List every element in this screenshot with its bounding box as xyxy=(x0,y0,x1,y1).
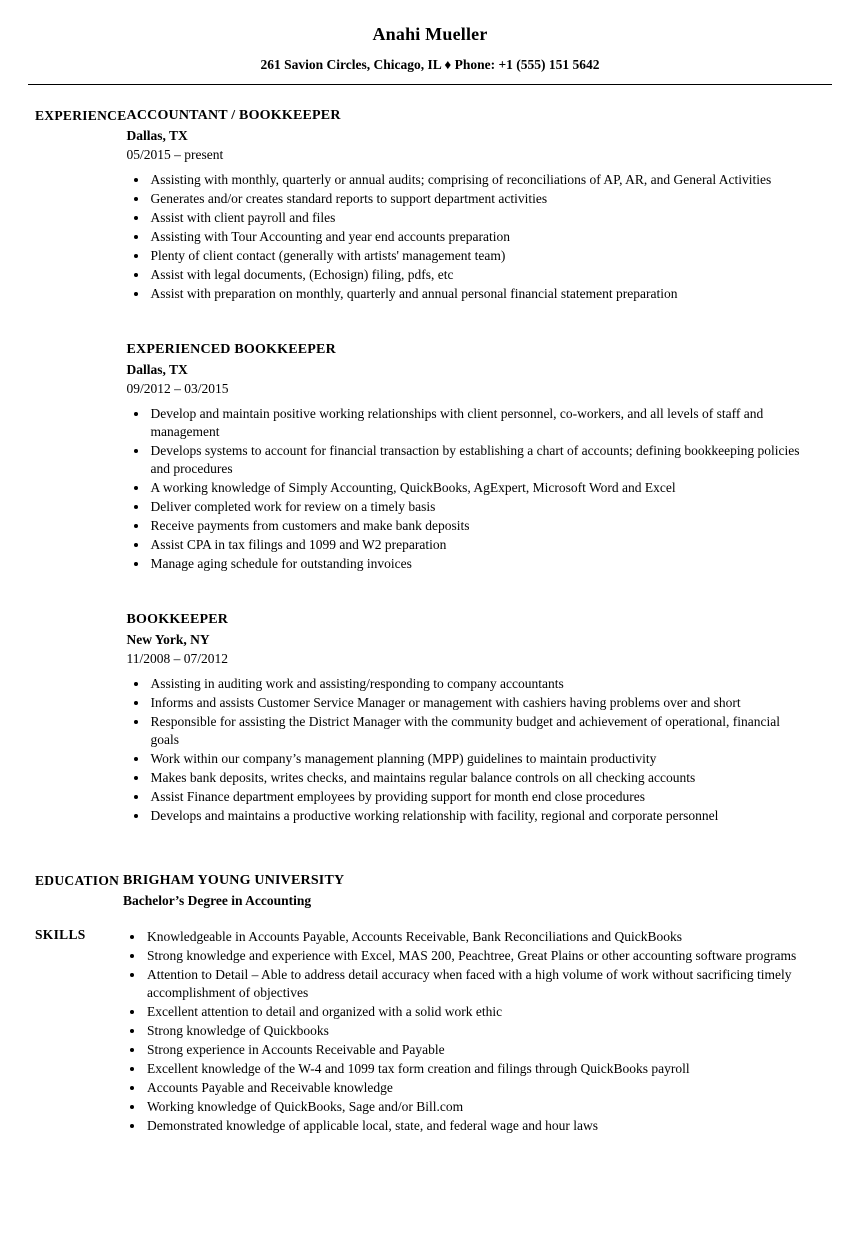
job-title: ACCOUNTANT / BOOKKEEPER xyxy=(126,108,341,123)
skills-list xyxy=(123,928,808,1135)
experience-jobs xyxy=(127,107,860,826)
job-bullet: • Work within our company’s management planning (MPP) guidelines to maintain productivity xyxy=(149,750,808,768)
job-entry xyxy=(127,107,808,303)
job-bullet: • Generates and/or creates standard reports to support department activities xyxy=(149,190,808,208)
job-bullet-list xyxy=(127,405,808,573)
job-title: EXPERIENCED BOOKKEEPER xyxy=(126,342,336,357)
job-bullet: • Receive payments from customers and make bank deposits xyxy=(149,517,808,535)
job-dates: 09/2012 – 03/2015 xyxy=(126,381,229,396)
job-bullet: • Assisting with monthly, quarterly or annual audits; comprising of reconciliations of AP, AR, and General Activities xyxy=(149,171,808,189)
experience-section-label: EXPERIENCE xyxy=(35,108,127,123)
job-bullet: • Plenty of client contact (generally with artists' management team) xyxy=(149,247,808,265)
job-location: Dallas, TX xyxy=(126,362,188,377)
skills-section xyxy=(0,926,860,1136)
skill-bullet: • Excellent attention to detail and organized with a solid work ethic xyxy=(145,1003,808,1021)
skill-bullet: • Knowledgeable in Accounts Payable, Accounts Receivable, Bank Reconciliations and QuickBooks xyxy=(145,928,808,946)
job-bullet: • Assist Finance department employees by providing support for month end close procedures xyxy=(149,788,808,806)
skill-bullet: • Accounts Payable and Receivable knowledge xyxy=(145,1079,808,1097)
skill-bullet: • Excellent knowledge of the W-4 and 1099 tax form creation and filings through QuickBooks payroll xyxy=(145,1060,808,1078)
skill-bullet: • Demonstrated knowledge of applicable local, state, and federal wage and hour laws xyxy=(145,1117,808,1135)
job-bullet-list xyxy=(127,675,808,825)
skill-bullet: • Working knowledge of QuickBooks, Sage and/or Bill.com xyxy=(145,1098,808,1116)
job-location: New York, NY xyxy=(126,632,210,647)
job-bullet: • Manage aging schedule for outstanding invoices xyxy=(149,555,808,573)
contact-line: 261 Savion Circles, Chicago, IL ♦ Phone: +1 (555) 151 5642 xyxy=(260,57,600,72)
job-bullet: • A working knowledge of Simply Accounting, QuickBooks, AgExpert, Microsoft Word and Excel xyxy=(149,479,808,497)
job-location: Dallas, TX xyxy=(126,128,188,143)
job-bullet: • Informs and assists Customer Service Manager or management with cashiers having problems over and short xyxy=(149,694,808,712)
job-dates: 11/2008 – 07/2012 xyxy=(126,651,229,666)
job-bullet: • Assist CPA in tax filings and 1099 and W2 preparation xyxy=(149,536,808,554)
job-dates: 05/2015 – present xyxy=(126,147,224,162)
job-bullet: • Deliver completed work for review on a timely basis xyxy=(149,498,808,516)
resume-header xyxy=(0,24,860,73)
job-bullet-list xyxy=(127,171,808,303)
job-bullet: • Develops and maintains a productive working relationship with facility, regional and corporate personnel xyxy=(149,807,808,825)
skill-bullet: • Strong experience in Accounts Receivable and Payable xyxy=(145,1041,808,1059)
experience-section xyxy=(0,107,860,826)
skill-bullet: • Strong knowledge of Quickbooks xyxy=(145,1022,808,1040)
skills-section-label: SKILLS xyxy=(35,927,86,942)
education-section xyxy=(0,872,860,910)
skill-bullet: • Attention to Detail – Able to address detail accuracy when faced with a high volume of work without sacrificing timely accomplishment of objectives xyxy=(145,966,808,1002)
job-bullet: • Assist with preparation on monthly, quarterly and annual personal financial statement preparation xyxy=(149,285,808,303)
education-section-label: EDUCATION xyxy=(35,873,120,888)
candidate-name: Anahi Mueller xyxy=(372,24,488,44)
job-bullet: • Assist with client payroll and files xyxy=(149,209,808,227)
education-school: BRIGHAM YOUNG UNIVERSITY xyxy=(123,873,345,888)
education-degree: Bachelor’s Degree in Accounting xyxy=(123,893,312,908)
job-title: BOOKKEEPER xyxy=(126,612,229,627)
header-divider xyxy=(28,84,832,85)
skill-bullet: • Strong knowledge and experience with Excel, MAS 200, Peachtree, Great Plains or other accounting software programs xyxy=(145,947,808,965)
job-bullet: • Assisting with Tour Accounting and year end accounts preparation xyxy=(149,228,808,246)
job-entry xyxy=(127,341,808,573)
job-bullet: • Assist with legal documents, (Echosign) filing, pdfs, etc xyxy=(149,266,808,284)
job-bullet: • Responsible for assisting the District Manager with the community budget and achievement of operational, financial goals xyxy=(149,713,808,749)
job-bullet: • Develop and maintain positive working relationships with client personnel, co-workers, and all levels of staff and management xyxy=(149,405,808,441)
skills-content xyxy=(123,926,860,1136)
job-bullet: • Makes bank deposits, writes checks, and maintains regular balance controls on all checking accounts xyxy=(149,769,808,787)
education-content xyxy=(123,872,860,910)
job-bullet: • Develops systems to account for financial transaction by establishing a chart of accounts; defining bookkeeping policies and procedures xyxy=(149,442,808,478)
job-bullet: • Assisting in auditing work and assisting/responding to company accountants xyxy=(149,675,808,693)
job-entry xyxy=(127,611,808,825)
